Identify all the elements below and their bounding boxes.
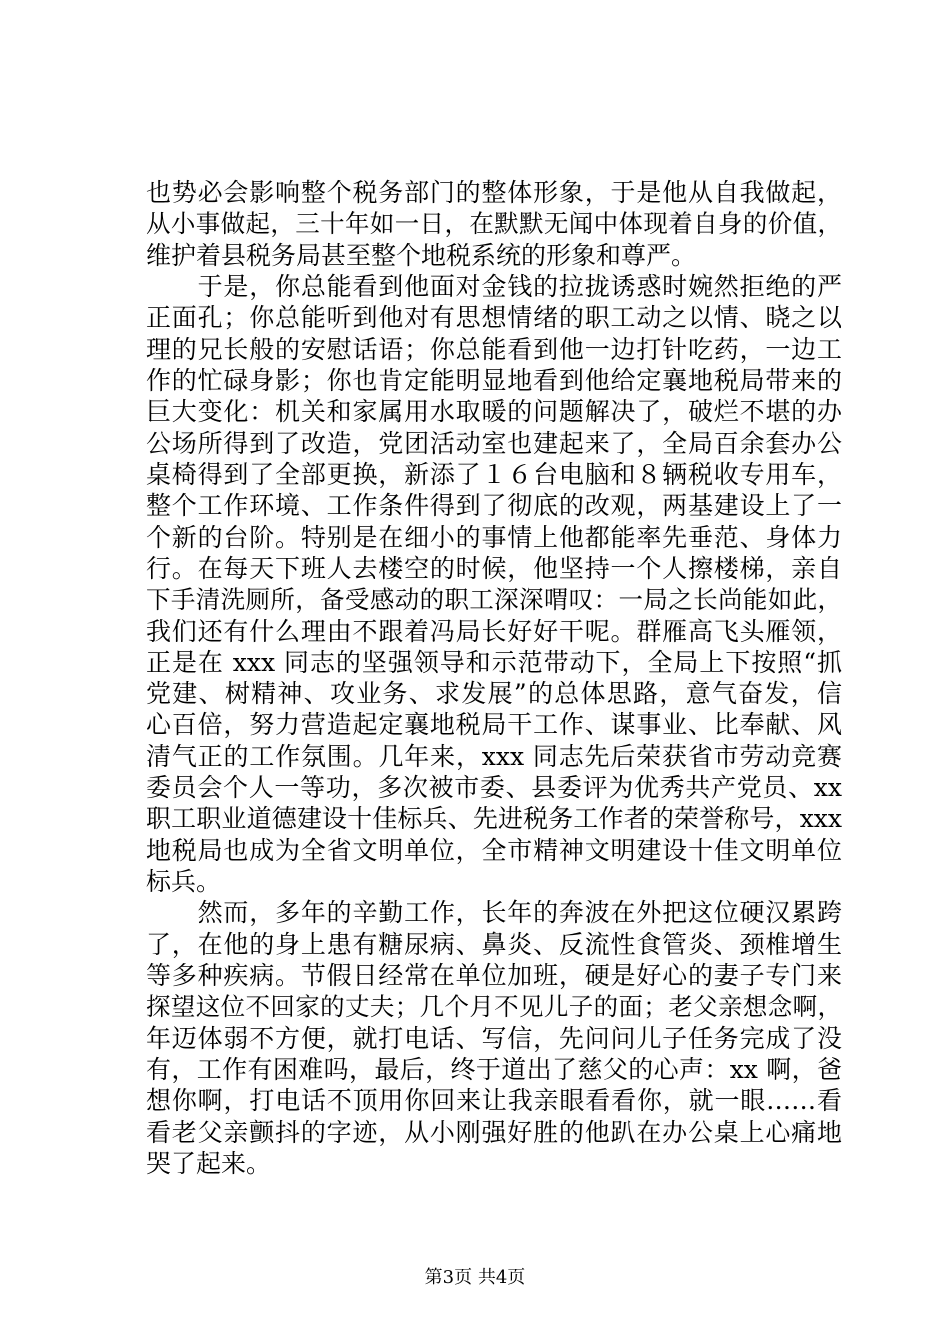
text-line: 正是在 xxx 同志的坚强领导和示范带动下，全局上下按照“抓 — [146, 648, 842, 677]
text-line: 清气正的工作氛围。几年来，xxx 同志先后荣获省市劳动竞赛 — [146, 742, 842, 771]
text-line: 个新的台阶。特别是在细小的事情上他都能率先垂范、身体力 — [146, 523, 842, 552]
text-line: 等多种疾病。节假日经常在单位加班，硬是好心的妻子专门来 — [146, 961, 842, 990]
text-line: 维护着县税务局甚至整个地税系统的形象和尊严。 — [146, 241, 697, 270]
text-line: 看老父亲颤抖的字迹，从小刚强好胜的他趴在办公桌上心痛地 — [146, 1118, 842, 1147]
text-line: 下手清洗厕所，备受感动的职工深深喟叹：一局之长尚能如此， — [146, 585, 842, 614]
text-line: 标兵。 — [146, 867, 222, 896]
text-line: 地税局也成为全省文明单位，全市精神文明建设十佳文明单位 — [146, 836, 842, 865]
text-line: 巨大变化：机关和家属用水取暖的问题解决了，破烂不堪的办 — [146, 397, 842, 426]
text-line: 公场所得到了改造，党团活动室也建起来了，全局百余套办公 — [146, 429, 842, 458]
text-line: 了，在他的身上患有糖尿病、鼻炎、反流性食管炎、颈椎增生 — [146, 930, 842, 959]
text-line: 党建、树精神、攻业务、求发展”的总体思路，意气奋发，信 — [146, 679, 842, 708]
text-line: 于是，你总能看到他面对金钱的拉拢诱惑时婉然拒绝的严 — [146, 272, 842, 301]
text-line: 整个工作环境、工作条件得到了彻底的改观，两基建设上了一 — [146, 491, 842, 520]
text-line: 心百倍，努力营造起定襄地税局干工作、谋事业、比奉献、风 — [146, 710, 842, 739]
text-line: 委员会个人一等功，多次被市委、县委评为优秀共产党员、xx — [146, 773, 842, 802]
text-line: 行。在每天下班人去楼空的时候，他坚持一个人擦楼梯，亲自 — [146, 554, 842, 583]
text-line: 理的兄长般的安慰话语；你总能看到他一边打针吃药，一边工 — [146, 335, 842, 364]
text-line: 哭了起来。 — [146, 1149, 272, 1178]
text-line: 正面孔；你总能听到他对有思想情绪的职工动之以情、晓之以 — [146, 303, 842, 332]
text-line: 作的忙碌身影；你也肯定能明显地看到他给定襄地税局带来的 — [146, 366, 842, 395]
text-line: 想你啊，打电话不顶用你回来让我亲眼看看你，就一眼……看 — [146, 1086, 842, 1115]
text-line: 从小事做起，三十年如一日，在默默无闻中体现着自身的价值， — [146, 209, 842, 238]
text-line: 桌椅得到了全部更换，新添了１６台电脑和８辆税收专用车， — [146, 460, 842, 489]
text-line: 我们还有什么理由不跟着冯局长好好干呢。群雁高飞头雁领， — [146, 617, 842, 646]
page-footer: 第3页 共4页 — [424, 1267, 526, 1288]
text-line: 年迈体弱不方便，就打电话、写信，先问问儿子任务完成了没 — [146, 1024, 842, 1053]
text-line: 职工职业道德建设十佳标兵、先进税务工作者的荣誉称号，xxx — [146, 804, 842, 833]
text-line: 有，工作有困难吗，最后，终于道出了慈父的心声：xx 啊，爸 — [146, 1055, 842, 1084]
text-line: 探望这位不回家的丈夫；几个月不见儿子的面；老父亲想念啊， — [146, 992, 842, 1021]
text-line: 然而，多年的辛勤工作，长年的奔波在外把这位硬汉累跨 — [146, 898, 842, 927]
text-line: 也势必会影响整个税务部门的整体形象，于是他从自我做起， — [146, 178, 842, 207]
